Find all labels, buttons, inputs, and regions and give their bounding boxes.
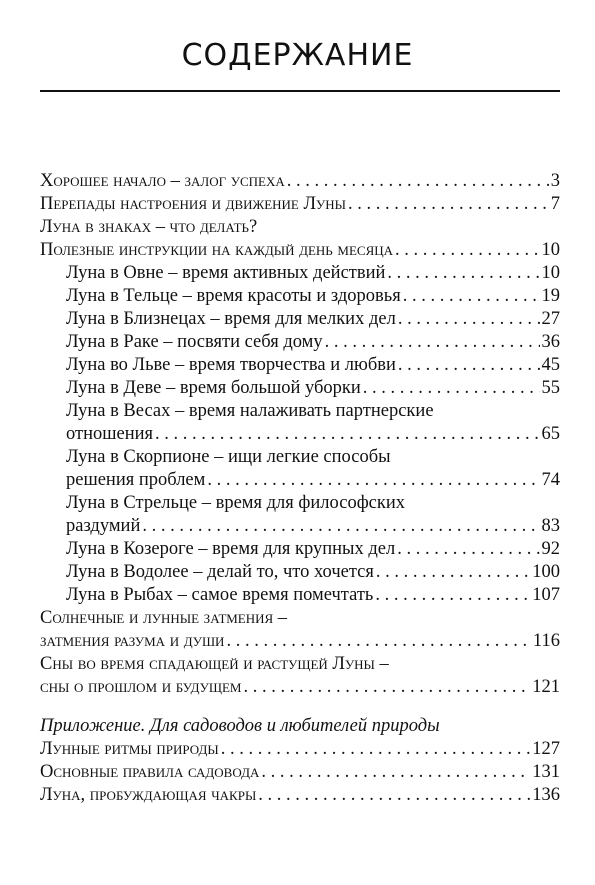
toc-leader-dots <box>395 239 539 262</box>
toc-leader-dots <box>398 308 540 331</box>
page-title: СОДЕРЖАНИЕ <box>181 38 414 73</box>
toc-entry-page: 74 <box>541 470 560 490</box>
toc-entry-title: Луна в Раке – посвяти себя дому <box>66 332 323 352</box>
toc-entry-title: Луна в Рыбах – самое время помечтать <box>66 585 374 605</box>
toc-entry-title: затмения разума и души <box>40 631 225 651</box>
toc-entry-title: Луна в Водолее – делай то, что хочется <box>66 562 374 582</box>
toc-leader-dots <box>325 331 540 354</box>
toc-entry-title: Полезные инструкции на каждый день месяца <box>40 240 394 260</box>
toc-entry-title: Луна в Тельце – время красоты и здоровья <box>66 286 401 306</box>
table-of-contents <box>40 170 560 807</box>
toc-entry-title: Луна в знаках – что делать? <box>40 217 258 237</box>
section-spacer <box>40 699 560 715</box>
toc-leader-dots <box>155 423 539 446</box>
toc-subentry <box>40 262 560 285</box>
toc-entry <box>40 784 560 807</box>
toc-entry-page: 127 <box>532 739 560 759</box>
toc-subentry <box>40 377 560 400</box>
toc-entry-page: 116 <box>532 631 560 651</box>
toc-subentry <box>40 584 560 607</box>
toc-entry-title: Луна в Весах – время налаживать партнерские <box>66 401 434 421</box>
toc-entry <box>40 676 560 699</box>
toc-leader-dots <box>375 584 530 607</box>
toc-leader-dots <box>397 538 539 561</box>
toc-entry-page: 92 <box>541 539 560 559</box>
toc-leader-dots <box>221 738 531 761</box>
toc-entry-title: Луна в Близнецах – время для мелких дел <box>66 309 396 329</box>
toc-entry-page: 65 <box>541 424 560 444</box>
toc-leader-dots <box>398 354 540 377</box>
toc-leader-dots <box>243 676 530 699</box>
toc-entry-page: 55 <box>541 378 560 398</box>
toc-entry <box>40 630 560 653</box>
toc-entry-title: Лунные ритмы природы <box>40 739 219 759</box>
toc-entry-title: раздумий <box>66 516 141 536</box>
toc-entry-page: 131 <box>532 762 560 782</box>
toc-subentry <box>40 561 560 584</box>
toc-entry-title: Луна в Овне – время активных действий <box>66 263 386 283</box>
toc-subentry <box>40 469 560 492</box>
toc-entry <box>40 653 560 676</box>
toc-entry-title: Луна в Стрельце – время для философских <box>66 493 406 513</box>
toc-entry-title: решения проблем <box>66 470 206 490</box>
appendix-heading <box>40 715 560 738</box>
toc-entry-page: 83 <box>541 516 560 536</box>
toc-subentry <box>40 308 560 331</box>
toc-entry-page: 36 <box>541 332 560 352</box>
toc-entry-title: Солнечные и лунные затмения – <box>40 608 288 628</box>
toc-entry-title: Луна во Льве – время творчества и любви <box>66 355 396 375</box>
toc-entry-title: Перепады настроения и движение Луны <box>40 194 346 214</box>
toc-subentry <box>40 331 560 354</box>
toc-leader-dots <box>348 193 549 216</box>
toc-subentry <box>40 538 560 561</box>
appendix-heading-text: Приложение. Для садоводов и любителей природы <box>40 716 440 736</box>
toc-entry-title: Луна в Скорпионе – ищи легкие способы <box>66 447 391 467</box>
toc-entry-page: 3 <box>550 171 560 191</box>
toc-entry-title: Хорошее начало – залог успеха <box>40 171 285 191</box>
toc-entry <box>40 738 560 761</box>
toc-entry-title: Основные правила садовода <box>40 762 260 782</box>
toc-leader-dots <box>363 377 540 400</box>
toc-entry-title: Луна, пробуждающая чакры <box>40 785 257 805</box>
toc-entry <box>40 239 560 262</box>
toc-subentry <box>40 400 560 423</box>
toc-entry-page: 45 <box>541 355 560 375</box>
toc-entry-page: 100 <box>532 562 560 582</box>
toc-entry <box>40 607 560 630</box>
toc-entry-page: 7 <box>550 194 560 214</box>
toc-subentry <box>40 492 560 515</box>
toc-entry-page: 19 <box>541 286 560 306</box>
toc-entry <box>40 216 560 239</box>
toc-subentry <box>40 446 560 469</box>
toc-entry <box>40 761 560 784</box>
toc-leader-dots <box>226 630 530 653</box>
toc-entry-title: Сны во время спадающей и растущей Луны – <box>40 654 389 674</box>
toc-leader-dots <box>261 761 530 784</box>
toc-leader-dots <box>387 262 539 285</box>
toc-entry-page: 136 <box>532 785 560 805</box>
toc-entry-title: отношения <box>66 424 154 444</box>
toc-leader-dots <box>258 784 530 807</box>
toc-entry-page: 107 <box>532 585 560 605</box>
toc-subentry <box>40 354 560 377</box>
toc-entry <box>40 193 560 216</box>
toc-subentry <box>40 423 560 446</box>
toc-entry-title: Луна в Козероге – время для крупных дел <box>66 539 396 559</box>
toc-entry-title: Луна в Деве – время большой уборки <box>66 378 361 398</box>
toc-leader-dots <box>287 170 549 193</box>
title-divider <box>40 90 560 92</box>
toc-entry-page: 10 <box>541 240 560 260</box>
toc-subentry <box>40 285 560 308</box>
toc-entry-page: 27 <box>541 309 560 329</box>
toc-leader-dots <box>142 515 539 538</box>
toc-entry-page: 121 <box>532 677 560 697</box>
toc-subentry <box>40 515 560 538</box>
toc-entry-page: 10 <box>541 263 560 283</box>
toc-entry <box>40 170 560 193</box>
toc-leader-dots <box>376 561 530 584</box>
toc-entry-title: сны о прошлом и будущем <box>40 677 242 697</box>
toc-leader-dots <box>403 285 540 308</box>
toc-leader-dots <box>207 469 539 492</box>
